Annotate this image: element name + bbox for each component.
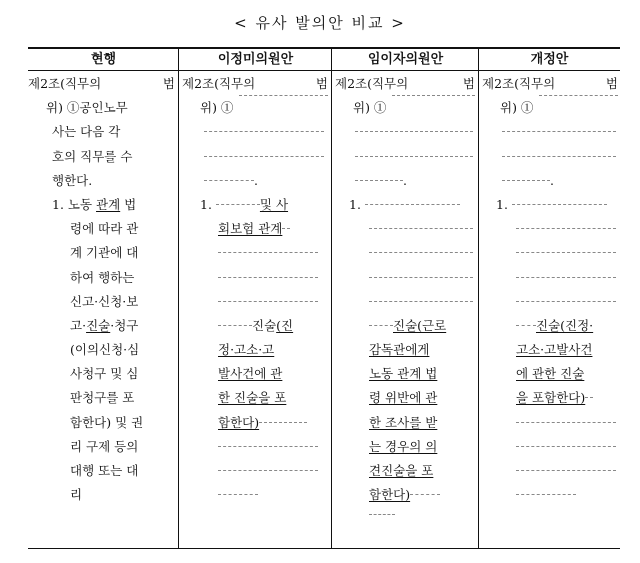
column-divider — [331, 49, 332, 548]
header-current: 현행 — [90, 52, 117, 67]
lee-bill-text: 제2조(직무의 범 위) ① . 1. 및 사 회보험 관계 진술(진 정·고소·고 발사건에 관 한 진술을 포 함한다) — [182, 72, 328, 507]
header-revision: 개정안 — [530, 52, 569, 67]
header-lee: 이정미의원안 — [217, 52, 294, 67]
revision-text: 제2조(직무의 범 위) ① . 1. 진술(진정· 고소·고발사건 에 관한 진술 을 포함한다) — [482, 72, 618, 507]
current-law-text: 제2조(직무의 범 위) ①공인노무 사는 다음 각 호의 직무를 수 행한다. 1. 노동 관계 법 령에 따라 관 계 기관에 대 하여 행하는 신고·신청·보 고·진술·청구 (이의신청·심 사청구 및 심 판청구를 포 함한다) 및 권 리 구제 등의 대행 또는 대 리 — [28, 76, 175, 503]
header-lim: 임이자의원안 — [367, 52, 444, 67]
column-divider — [178, 49, 179, 548]
lim-bill-text: 제2조(직무의 범 위) ① . 1. 진술(근로 감독관에게 노동 관계 법 령 위반에 관 한 조사를 받 는 경우의 의 견진술을 포 함한다) — [335, 72, 475, 523]
table-header — [28, 49, 620, 71]
column-divider — [478, 49, 479, 548]
page-title: < 유사 발의안 비교 > — [234, 14, 406, 32]
comparison-table — [28, 47, 620, 549]
